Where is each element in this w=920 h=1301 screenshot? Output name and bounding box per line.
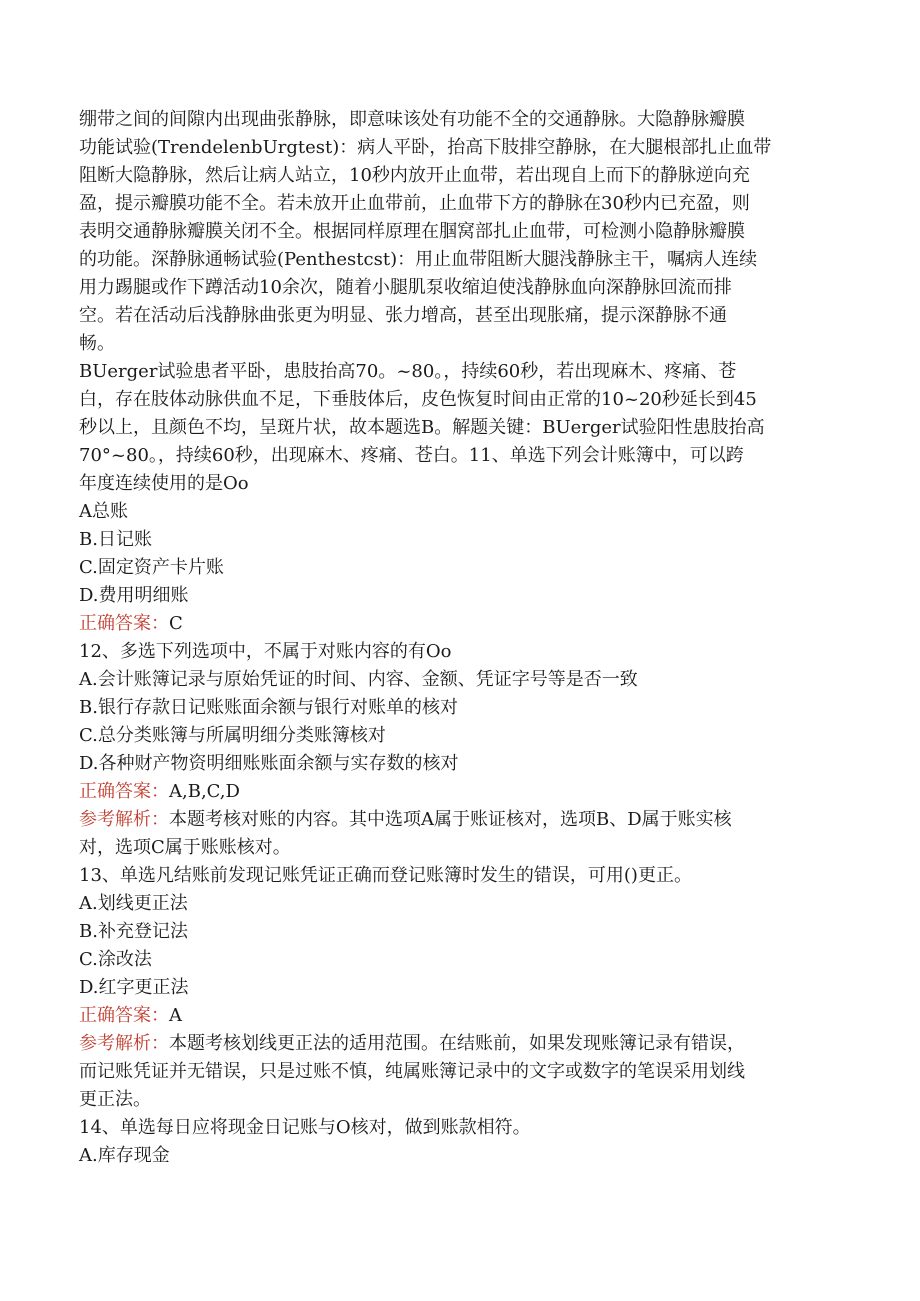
option-d: D.各种财产物资明细账账面余额与实存数的核对 xyxy=(79,753,459,774)
option-b: B.补充登记法 xyxy=(79,921,188,942)
analysis-label: 参考解析： xyxy=(79,1033,169,1054)
analysis-line: 更正法。 xyxy=(79,1089,151,1110)
analysis-text: 本题考核划线更正法的适用范围。在结账前，如果发现账簿记录有错误， xyxy=(169,1033,745,1054)
text-line: 畅。 xyxy=(79,333,115,354)
intro-paragraph xyxy=(79,106,849,358)
question-text: 14、单选每日应将现金日记账与O核对，做到账款相符。 xyxy=(79,1117,531,1138)
option-d: D.红字更正法 xyxy=(79,977,189,998)
text-line: 盈，提示瓣膜功能不全。若未放开止血带前，止血带下方的静脉在30秒内已充盈，则 xyxy=(79,193,750,214)
option-a: A.会计账簿记录与原始凭证的时间、内容、金额、凭证字号等是否一致 xyxy=(79,669,638,690)
answer-label: 正确答案： xyxy=(79,613,169,634)
text-line: 用力踢腿或作下蹲活动10余次，随着小腿肌泵收缩迫使浅静脉血向深静脉回流而排 xyxy=(79,277,732,298)
option-c: C.固定资产卡片账 xyxy=(79,557,224,578)
option-c: C.涂改法 xyxy=(79,949,152,970)
analysis-line: 对，选项C属于账账核对。 xyxy=(79,837,291,858)
text-line: 空。若在活动后浅静脉曲张更为明显、张力增高，甚至出现胀痛，提示深静脉不通 xyxy=(79,305,727,326)
option-a: A总账 xyxy=(79,501,128,522)
question-13-block xyxy=(79,862,849,1114)
answer-line xyxy=(79,778,849,806)
question-text: 12、多选下列选项中，不属于对账内容的有Oo xyxy=(79,641,452,662)
question-text: 13、单选凡结账前发现记账凭证正确而登记账簿时发生的错误，可用()更正。 xyxy=(79,865,692,886)
option-c: C.总分类账簿与所属明细分类账簿核对 xyxy=(79,725,386,746)
text-line: 绷带之间的间隙内出现曲张静脉，即意味该处有功能不全的交通静脉。大隐静脉瓣膜 xyxy=(79,109,745,130)
text-line: 70°~80。，持续60秒，出现麻木、疼痛、苍白。11、单选下列会计账簿中，可以跨 xyxy=(79,445,744,466)
text-line: 年度连续使用的是Oo xyxy=(79,473,249,494)
text-line: 白，存在肢体动脉供血不足，下垂肢体后，皮色恢复时间由正常的10~20秒延长到45 xyxy=(79,389,757,410)
option-d: D.费用明细账 xyxy=(79,585,189,606)
text-line: 秒以上，且颜色不均，呈斑片状，故本题选B。解题关键：BUerger试验阳性患肢抬高 xyxy=(79,417,765,438)
option-b: B.日记账 xyxy=(79,529,152,550)
answer-value: A,B,C,D xyxy=(169,781,240,802)
answer-line xyxy=(79,610,849,638)
text-line: 表明交通静脉瓣膜关闭不全。根据同样原理在腘窝部扎止血带，可检测小隐静脉瓣膜 xyxy=(79,221,745,242)
answer-label: 正确答案： xyxy=(79,781,169,802)
buerger-paragraph xyxy=(79,358,849,498)
answer-label: 正确答案： xyxy=(79,1005,169,1026)
question-11-block xyxy=(79,498,849,638)
question-14-block xyxy=(79,1114,849,1170)
answer-value: A xyxy=(169,1005,182,1026)
text-line: 的功能。深静脉通畅试验(Penthestcst)：用止血带阻断大腿浅静脉主干，嘱病人连续 xyxy=(79,249,758,270)
option-a: A.库存现金 xyxy=(79,1145,170,1166)
analysis-line xyxy=(79,1030,849,1058)
text-line: BUerger试验患者平卧，患肢抬高70。~80。，持续60秒，若出现麻木、疼痛、苍 xyxy=(79,361,737,382)
document-body xyxy=(79,106,849,1170)
answer-line xyxy=(79,1002,849,1030)
text-line: 功能试验(TrendelenbUrgtest)：病人平卧，抬高下肢排空静脉，在大腿根部扎止血带 xyxy=(79,137,772,158)
option-a: A.划线更正法 xyxy=(79,893,188,914)
analysis-line: 而记账凭证并无错误，只是过账不慎，纯属账簿记录中的文字或数字的笔误采用划线 xyxy=(79,1061,745,1082)
answer-value: C xyxy=(169,613,183,634)
analysis-text: 本题考核对账的内容。其中选项A属于账证核对，选项B、D属于账实核 xyxy=(169,809,732,830)
option-b: B.银行存款日记账账面余额与银行对账单的核对 xyxy=(79,697,458,718)
analysis-line xyxy=(79,806,849,834)
analysis-label: 参考解析： xyxy=(79,809,169,830)
text-line: 阻断大隐静脉，然后让病人站立，10秒内放开止血带，若出现自上而下的静脉逆向充 xyxy=(79,165,750,186)
question-12-block xyxy=(79,638,849,862)
